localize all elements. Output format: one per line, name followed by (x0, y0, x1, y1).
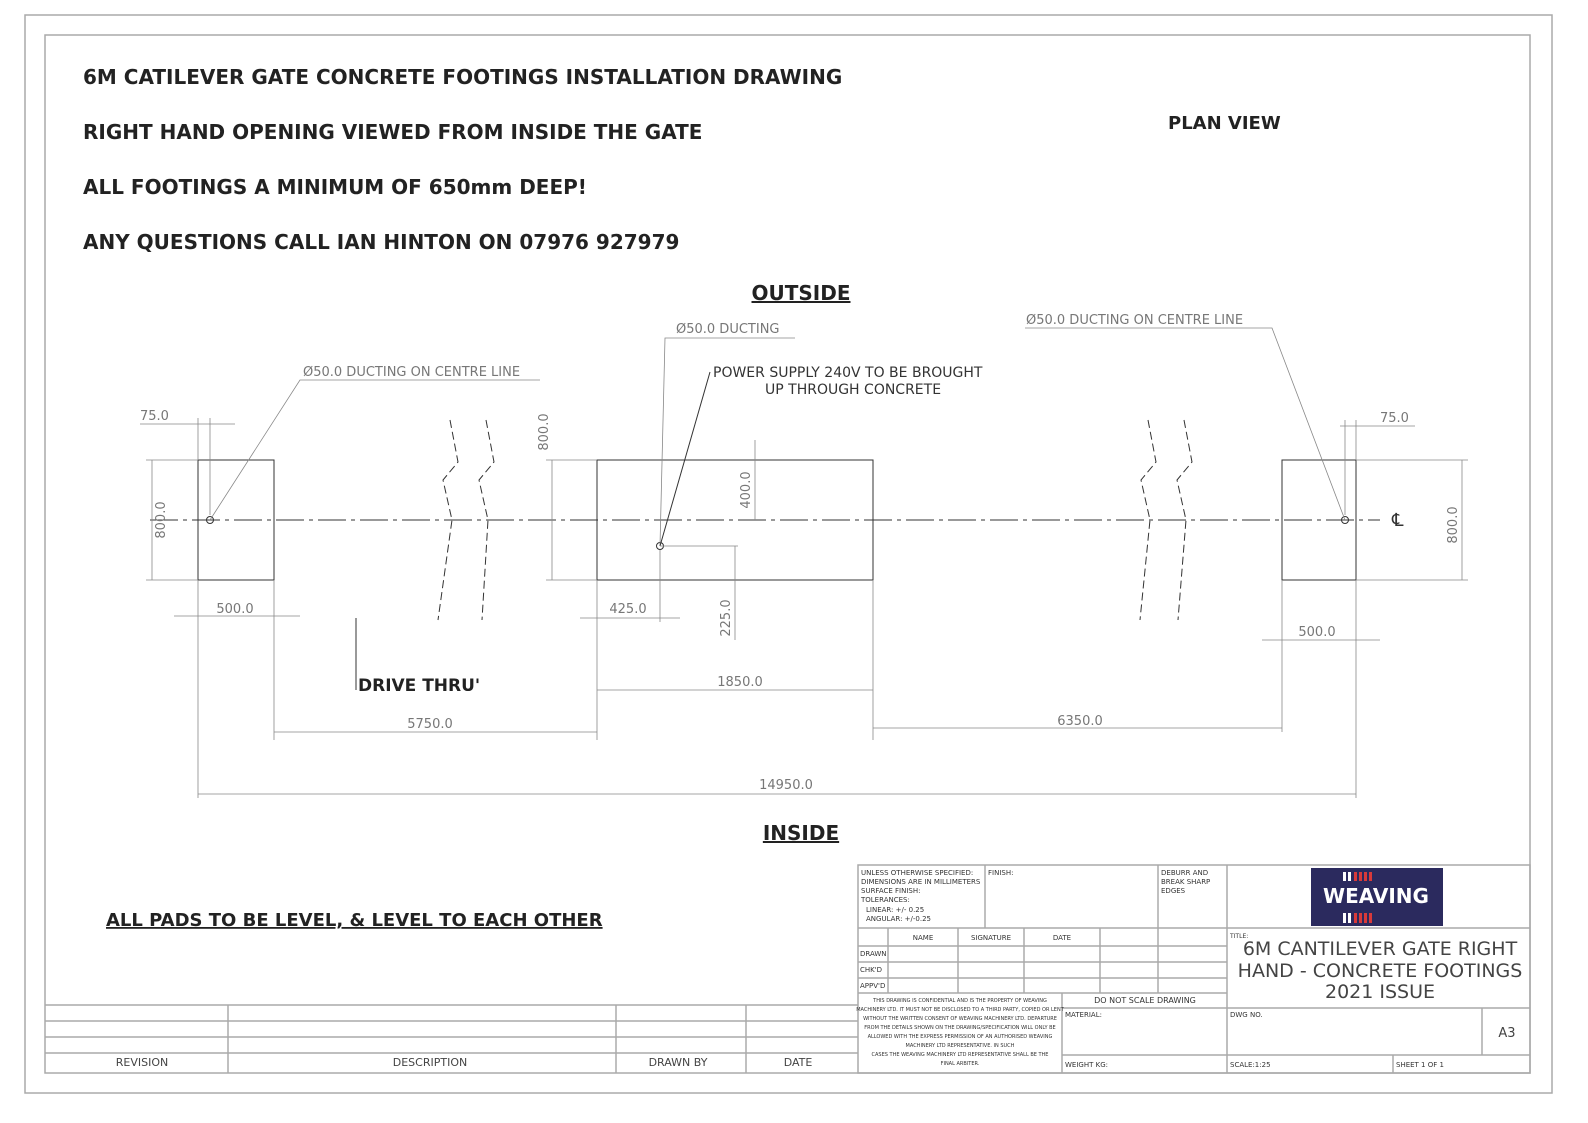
spec-line: LINEAR: +/- 0.25 (866, 906, 925, 914)
checked-row: CHK'D (860, 966, 883, 974)
note-3: ALL FOOTINGS A MINIMUM OF 650mm DEEP! (83, 175, 587, 199)
confidential-line: MACHINERY LTD. IT MUST NOT BE DISCLOSED TO A THIRD PARTY, COPIED OR LENT (856, 1007, 1064, 1013)
dim-800-right: 800.0 (1446, 506, 1461, 544)
dim-75-right: 75.0 (1380, 411, 1409, 426)
weaving-logo (1311, 868, 1443, 926)
scale-label: SCALE:1:25 (1230, 1061, 1271, 1069)
date-col: DATE (1052, 934, 1072, 942)
note-2: RIGHT HAND OPENING VIEWED FROM INSIDE THE GATE (83, 120, 703, 144)
revision-header: REVISION (115, 1056, 169, 1069)
dim-1850: 1850.0 (717, 675, 763, 690)
callout-power-2: UP THROUGH CONCRETE (765, 382, 942, 398)
view-label: PLAN VIEW (1168, 113, 1281, 134)
do-not-scale: DO NOT SCALE DRAWING (1094, 996, 1196, 1005)
spec-line: SURFACE FINISH: (861, 887, 921, 895)
sheet-label: SHEET 1 OF 1 (1396, 1061, 1444, 1069)
spec-line: ANGULAR: +/-0.25 (866, 915, 931, 923)
note-1: 6M CATILEVER GATE CONCRETE FOOTINGS INSTALLATION DRAWING (83, 65, 843, 89)
logo-text: WEAVING (1323, 884, 1429, 908)
weight-label: WEIGHT KG: (1065, 1061, 1108, 1069)
dim-800-left: 800.0 (154, 501, 169, 539)
deburr-line: DEBURR AND (1161, 869, 1209, 877)
dwg-no-label: DWG NO. (1230, 1011, 1263, 1019)
confidential-line: CASES THE WEAVING MACHINERY LTD REPRESENTATIVE SHALL BE THE (871, 1052, 1049, 1058)
general-notes (83, 65, 1281, 931)
drive-thru-label: DRIVE THRU' (358, 676, 481, 696)
drawing-title-line: 6M CANTILEVER GATE RIGHT (1242, 938, 1518, 960)
title-block (856, 865, 1530, 1073)
callout-power-1: POWER SUPPLY 240V TO BE BROUGHT (713, 365, 983, 381)
material-label: MATERIAL: (1065, 1011, 1102, 1019)
finish-label: FINISH: (988, 869, 1014, 877)
level-note: ALL PADS TO BE LEVEL, & LEVEL TO EACH OTHER (106, 910, 603, 931)
dim-500-right: 500.0 (1298, 625, 1336, 640)
dim-400: 400.0 (739, 471, 754, 509)
dim-500-left: 500.0 (216, 602, 254, 617)
spec-line: DIMENSIONS ARE IN MILLIMETERS (861, 878, 981, 886)
dim-800-mid: 800.0 (537, 413, 552, 451)
spec-line: TOLERANCES: (861, 896, 910, 904)
confidential-line: FINAL ARBITER. (940, 1061, 980, 1067)
note-4: ANY QUESTIONS CALL IAN HINTON ON 07976 927979 (83, 230, 680, 254)
dim-5750: 5750.0 (407, 717, 453, 732)
callout-duct-right: Ø50.0 DUCTING ON CENTRE LINE (1026, 313, 1244, 328)
dim-6350: 6350.0 (1057, 714, 1103, 729)
confidential-line: THIS DRAWING IS CONFIDENTIAL AND IS THE PROPERTY OF WEAVING (873, 998, 1047, 1004)
outside-label: OUTSIDE (751, 281, 851, 305)
callout-duct-left: Ø50.0 DUCTING ON CENTRE LINE (303, 365, 521, 380)
plan-view (140, 313, 1468, 798)
deburr-line: EDGES (1161, 887, 1186, 895)
title-label: TITLE: (1230, 933, 1249, 940)
drawing-title-line: 2021 ISSUE (1324, 981, 1436, 1003)
approved-row: APPV'D (860, 982, 886, 990)
sheet-size: A3 (1498, 1026, 1516, 1041)
name-col: NAME (912, 934, 934, 942)
confidential-line: ALLOWED WITH THE EXPRESS PERMISSION OF AN AUTHORISED WEAVING (867, 1034, 1053, 1040)
signature-col: SIGNATURE (970, 934, 1012, 942)
dim-75-left: 75.0 (140, 409, 169, 424)
inside-label: INSIDE (762, 821, 840, 845)
drawn-row: DRAWN (860, 950, 887, 958)
confidential-line: WITHOUT THE WRITTEN CONSENT OF WEAVING MACHINERY LTD. DEPARTURE (863, 1016, 1057, 1022)
confidential-line: MACHINERY LTD REPRESENTATIVE. IN SUCH (905, 1043, 1015, 1049)
description-header: DESCRIPTION (392, 1056, 468, 1069)
callout-duct-mid: Ø50.0 DUCTING (676, 322, 780, 337)
date-header: DATE (783, 1056, 813, 1069)
spec-line: UNLESS OTHERWISE SPECIFIED: (861, 869, 974, 877)
deburr-line: BREAK SHARP (1161, 878, 1211, 886)
revision-table (45, 1005, 858, 1073)
drawing-title-line: HAND - CONCRETE FOOTINGS (1237, 960, 1523, 982)
drawn-by-header: DRAWN BY (648, 1056, 708, 1069)
dim-225: 225.0 (719, 599, 734, 637)
dim-425: 425.0 (609, 602, 647, 617)
dim-14950: 14950.0 (759, 778, 813, 793)
confidential-line: FROM THE DETAILS SHOWN ON THE DRAWING/SPECIFICATION WILL ONLY BE (864, 1025, 1056, 1031)
centreline-symbol: ℄ (1392, 510, 1404, 531)
